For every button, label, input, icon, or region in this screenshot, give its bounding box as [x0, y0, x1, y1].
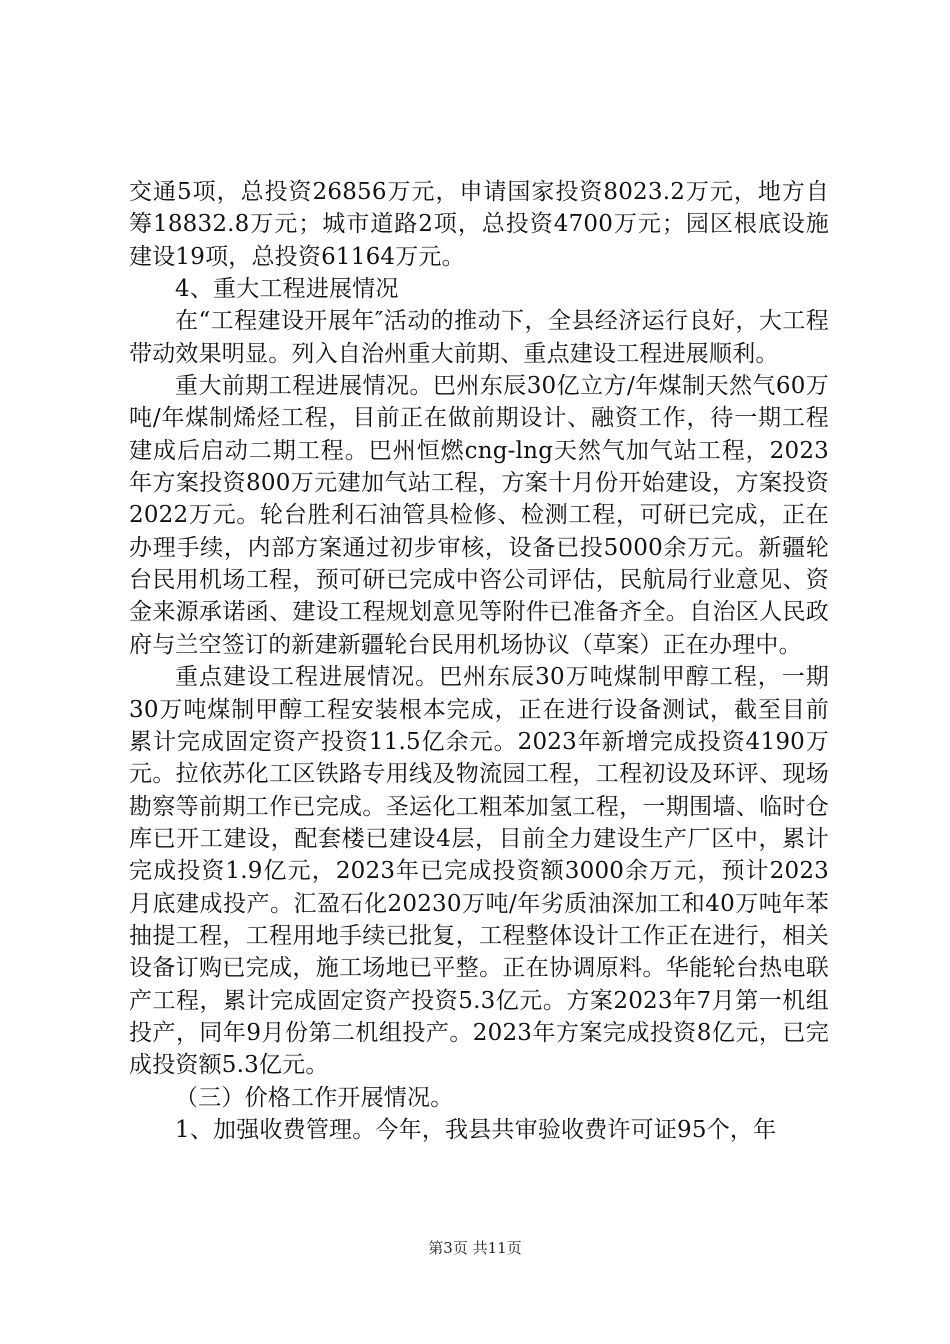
- paragraph-5: 1、加强收费管理。今年，我县共审验收费许可证95个，年: [175, 1116, 777, 1143]
- paragraph-2: 在“工程建设开展年″活动的推动下，全县经济运行良好，大工程带动效果明显。列入自治州重大前期、重点建设工程进展顺利。: [129, 308, 829, 367]
- page-footer: [0, 1238, 950, 1258]
- page-number-label: 第3页 共11页: [428, 1239, 522, 1257]
- section-heading-price-work: （三）价格工作开展情况。: [175, 1084, 454, 1111]
- section-heading-4: 4、重大工程进展情况: [175, 276, 399, 303]
- document-body: [129, 176, 829, 1146]
- paragraph-3: 重大前期工程进展情况。巴州东辰30亿立方/年煤制天然气60万吨/年煤制烯烃工程，目前正在做前期设计、融资工作，待一期工程建成后启动二期工程。巴州恒燃cng-lng天然气加气站工程，2023年方案投资800万元建加气站工程，方案十月份开始建设，方案投资2022万元。轮台胜利石油管具检修、检测工程，可研已完成，正在办理手续，内部方案通过初步审核，设备已投5000余万元。新疆轮台民用机场工程，预可研已完成中咨公司评估，民航局行业意见、资金来源承诺函、建设工程规划意见等附件已准备齐全。自治区人民政府与兰空签订的新建新疆轮台民用机场协议（草案）正在办理中。: [129, 373, 829, 658]
- paragraph-1: 交通5项，总投资26856万元，申请国家投资8023.2万元，地方自筹18832.8万元；城市道路2项，总投资4700万元；园区根底设施建设19项，总投资61164万元。: [129, 179, 829, 270]
- paragraph-4: 重点建设工程进展情况。巴州东辰30万吨煤制甲醇工程，一期30万吨煤制甲醇工程安装根本完成，正在进行设备测试，截至目前累计完成固定资产投资11.5亿余元。2023年新增完成投资4190万元。拉依苏化工区铁路专用线及物流园工程，工程初设及环评、现场勘察等前期工作已完成。圣运化工粗苯加氢工程，一期围墙、临时仓库已开工建设，配套楼已建设4层，目前全力建设生产厂区中，累计完成投资1.9亿元，2023年已完成投资额3000余万元，预计2023月底建成投产。汇盈石化20230万吨/年劣质油深加工和40万吨年苯抽提工程，工程用地手续已批复，工程整体设计工作正在进行，相关设备订购已完成，施工场地已平整。正在协调原料。华能轮台热电联产工程，累计完成固定资产投资5.3亿元。方案2023年7月第一机组投产，同年9月份第二机组投产。2023年方案完成投资8亿元，已完成投资额5.3亿元。: [129, 664, 829, 1079]
